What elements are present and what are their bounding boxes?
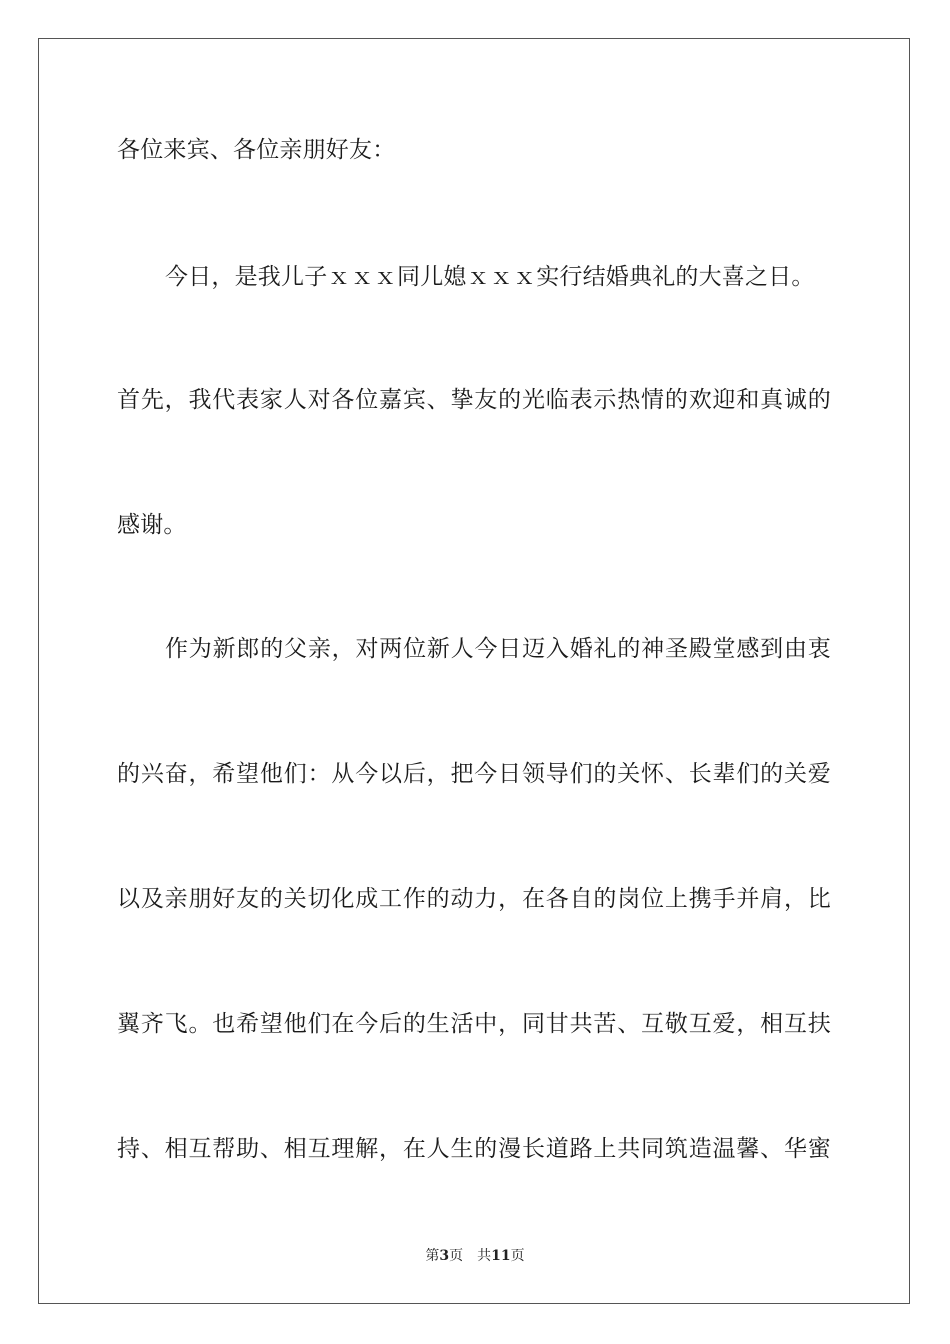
total-suffix: 页 [510, 1248, 525, 1264]
page-prefix: 第 [425, 1248, 440, 1264]
total-pages: 11 [491, 1248, 511, 1264]
page-border [38, 38, 910, 1304]
text-line-5: 作为新郎的父亲，对两位新人今日迈入婚礼的神圣殿堂感到由衷 [165, 636, 831, 662]
text-line-6: 的兴奋，希望他们：从今以后，把今日领导们的关怀、长辈们的关爱 [117, 761, 831, 787]
page-suffix: 页 [449, 1248, 464, 1264]
page-number: 3 [439, 1248, 450, 1264]
text-line-2: 今日，是我儿子ｘｘｘ同儿媳ｘｘｘ实行结婚典礼的大喜之日。 [165, 264, 815, 290]
text-line-9: 持、相互帮助、相互理解，在人生的漫长道路上共同筑造温馨、华蜜 [117, 1136, 831, 1162]
text-line-4: 感谢。 [117, 512, 187, 538]
text-line-1: 各位来宾、各位亲朋好友： [117, 137, 396, 163]
text-line-7: 以及亲朋好友的关切化成工作的动力，在各自的岗位上携手并肩，比 [117, 886, 831, 912]
text-line-3: 首先，我代表家人对各位嘉宾、挚友的光临表示热情的欢迎和真诚的 [117, 387, 831, 413]
page-footer [0, 1246, 950, 1266]
total-prefix: 共 [477, 1248, 492, 1264]
text-line-8: 翼齐飞。也希望他们在今后的生活中，同甘共苦、互敬互爱，相互扶 [117, 1011, 831, 1037]
